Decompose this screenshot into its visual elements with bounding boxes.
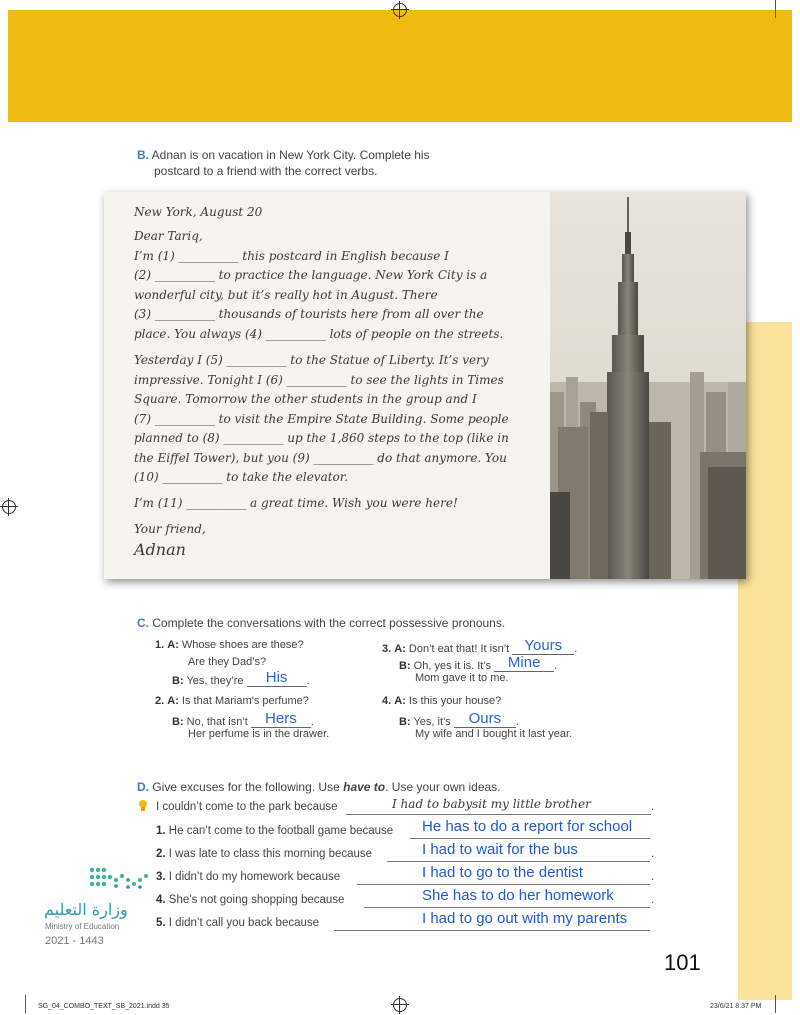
period: . — [574, 643, 578, 655]
c-item-1 — [155, 639, 304, 651]
speaker-a: A: — [167, 639, 179, 651]
d-item-4-answer: She has to do her homework — [422, 887, 614, 904]
crop-mark-icon — [775, 0, 776, 18]
line: Whose shoes are these? — [181, 639, 304, 651]
postcard-line: place. You always (4) __________ lots of people on the streets. — [134, 327, 504, 341]
item-number: 3. — [156, 871, 166, 883]
postcard-line: I’m (11) __________ a great time. Wish you were here! — [134, 496, 458, 510]
ministry-logo-icon — [88, 866, 170, 897]
postcard-line: planned to (8) __________ up the 1,860 steps to the top (like in — [134, 431, 509, 445]
period: . — [554, 660, 558, 672]
period: . — [651, 801, 655, 813]
item-number: 2. — [156, 848, 166, 860]
period: . — [651, 848, 655, 860]
postcard-line: I’m (1) __________ this postcard in English because I — [134, 249, 449, 263]
crop-mark-icon — [25, 995, 26, 1013]
d-example-prompt: I couldn’t come to the park because — [156, 801, 338, 813]
c-item-2-b — [172, 712, 314, 728]
prompt: I didn’t do my homework because — [168, 871, 341, 883]
section-c-instruction — [137, 615, 505, 631]
line: Is that Mariam’s perfume? — [181, 695, 309, 707]
empire-state-building-photo — [550, 192, 746, 579]
item-number: 2. — [155, 695, 165, 707]
d-example-line[interactable] — [346, 814, 651, 815]
item-number: 1. — [155, 639, 165, 651]
prompt: He can’t come to the football game because — [168, 825, 394, 837]
postcard-line: Square. Tomorrow the other students in the group and I — [134, 392, 477, 406]
lightbulb-icon — [138, 799, 148, 818]
speaker-b: B: — [399, 716, 411, 728]
d-item-4 — [156, 894, 344, 906]
section-d-label: D. — [137, 780, 149, 794]
d-item-1-line[interactable] — [410, 838, 650, 839]
answer: Mine — [507, 654, 541, 671]
speaker-b: B: — [172, 716, 184, 728]
answer-blank[interactable] — [494, 656, 554, 672]
postcard-line: Dear Tariq, — [134, 229, 203, 243]
d-item-2-line[interactable] — [387, 861, 650, 862]
postcard-line: (2) __________ to practice the language. New York City is a — [134, 268, 488, 282]
line: Don’t eat that! It isn’t — [408, 643, 510, 655]
period: . — [310, 716, 314, 728]
d-item-3-line[interactable] — [357, 884, 650, 885]
c-item-4-b — [399, 712, 519, 728]
ministry-english: Ministry of Education — [45, 922, 120, 931]
c-item-2-b2: Her perfume is in the drawer. — [188, 728, 330, 740]
c-item-3-b2: Mom gave it to me. — [415, 672, 509, 684]
c-item-3 — [382, 639, 577, 655]
d-item-2 — [156, 848, 372, 860]
c-item-2 — [155, 695, 309, 707]
section-b-line1: Adnan is on vacation in New York City. Complete his — [151, 148, 430, 162]
section-b-line2: postcard to a friend with the correct verbs. — [154, 164, 378, 178]
answer-blank[interactable] — [454, 712, 516, 728]
d-item-1-answer: He has to do a report for school — [422, 818, 633, 835]
c-item-3-b — [399, 656, 557, 672]
item-number: 4. — [382, 695, 392, 707]
answer-blank[interactable] — [247, 671, 307, 687]
answer: His — [265, 669, 288, 686]
line: Is this your house? — [408, 695, 502, 707]
header-banner — [8, 10, 792, 122]
instruction-text: Give excuses for the following. Use — [152, 780, 344, 794]
footer-datetime: 23/6/21 8:37 PM — [710, 1003, 762, 1010]
line: Yes, it’s — [413, 716, 451, 728]
section-b-instruction — [137, 147, 430, 179]
d-item-1 — [156, 825, 393, 837]
answer: Hers — [265, 710, 297, 727]
period: . — [651, 894, 655, 906]
item-number: 3. — [382, 643, 392, 655]
answer: Ours — [468, 710, 502, 727]
d-item-3 — [156, 871, 340, 883]
section-c-label: C. — [137, 616, 149, 630]
item-number: 5. — [156, 917, 166, 929]
section-c-text: Complete the conversations with the correct possessive pronouns. — [152, 616, 506, 630]
c-item-4-b2: My wife and I bought it last year. — [415, 728, 573, 740]
d-item-5-line[interactable] — [334, 930, 650, 931]
side-color-bar — [738, 322, 792, 1000]
c-item-1-a2: Are they Dad’s? — [188, 656, 267, 668]
d-item-4-line[interactable] — [364, 907, 650, 908]
section-b-label: B. — [137, 148, 149, 162]
d-item-3-answer: I had to go to the dentist — [422, 864, 583, 881]
postcard-signature: Adnan — [134, 540, 186, 559]
speaker-b: B: — [399, 660, 411, 672]
speaker-a: A: — [394, 695, 406, 707]
postcard-line: Yesterday I (5) __________ to the Statue of Liberty. It’s very — [134, 353, 489, 367]
postcard-line: impressive. Tonight I (6) __________ to see the lights in Times — [134, 373, 504, 387]
section-d-instruction — [137, 779, 501, 795]
d-item-5-answer: I had to go out with my parents — [422, 910, 628, 927]
registration-mark-icon — [393, 3, 407, 17]
d-item-2-answer: I had to wait for the bus — [422, 841, 578, 858]
postcard-line: Your friend, — [134, 522, 206, 536]
postcard-line: wonderful city, but it’s really hot in August. There — [134, 288, 438, 302]
instruction-text: . Use your own ideas. — [385, 780, 501, 794]
line: Oh, yes it is. It’s — [413, 660, 492, 672]
registration-mark-icon — [393, 998, 407, 1012]
answer-blank[interactable] — [512, 639, 574, 655]
answer-blank[interactable] — [251, 712, 311, 728]
prompt: I was late to class this morning because — [168, 848, 373, 860]
postcard-line: (7) __________ to visit the Empire State Building. Some people — [134, 412, 509, 426]
c-item-4 — [382, 695, 501, 707]
period: . — [651, 871, 655, 883]
item-number: 1. — [156, 825, 166, 837]
registration-mark-icon — [2, 500, 16, 514]
footer-file: SG_04_COMBO_TEXT_SB_2021.indd 35 — [38, 1003, 170, 1010]
period: . — [306, 675, 310, 687]
item-number: 4. — [156, 894, 166, 906]
prompt: I didn’t call you back because — [168, 917, 320, 929]
ministry-arabic: وزارة التعليم — [44, 900, 128, 919]
period: . — [515, 716, 519, 728]
speaker-a: A: — [167, 695, 179, 707]
line: Yes, they’re — [186, 675, 244, 687]
answer: Yours — [524, 637, 563, 654]
postcard-line: (3) __________ thousands of tourists here from all over the — [134, 307, 484, 321]
d-item-5 — [156, 917, 319, 929]
postcard-line: New York, August 20 — [134, 205, 263, 219]
d-example-answer: I had to babysit my little brother — [392, 797, 591, 811]
prompt: She’s not going shopping because — [168, 894, 345, 906]
postcard-line: the Eiffel Tower), but you (9) __________ do that anymore. You — [134, 451, 507, 465]
ministry-year: 2021 - 1443 — [45, 935, 104, 947]
postcard-line: (10) __________ to take the elevator. — [134, 470, 349, 484]
skyline-illustration — [550, 192, 746, 579]
speaker-a: A: — [394, 643, 406, 655]
c-item-1-b — [172, 671, 310, 687]
crop-mark-icon — [775, 995, 776, 1013]
speaker-b: B: — [172, 675, 184, 687]
page-number: 101 — [664, 950, 701, 975]
instruction-emphasis: have to — [343, 780, 386, 794]
line: No, that isn’t — [186, 716, 248, 728]
